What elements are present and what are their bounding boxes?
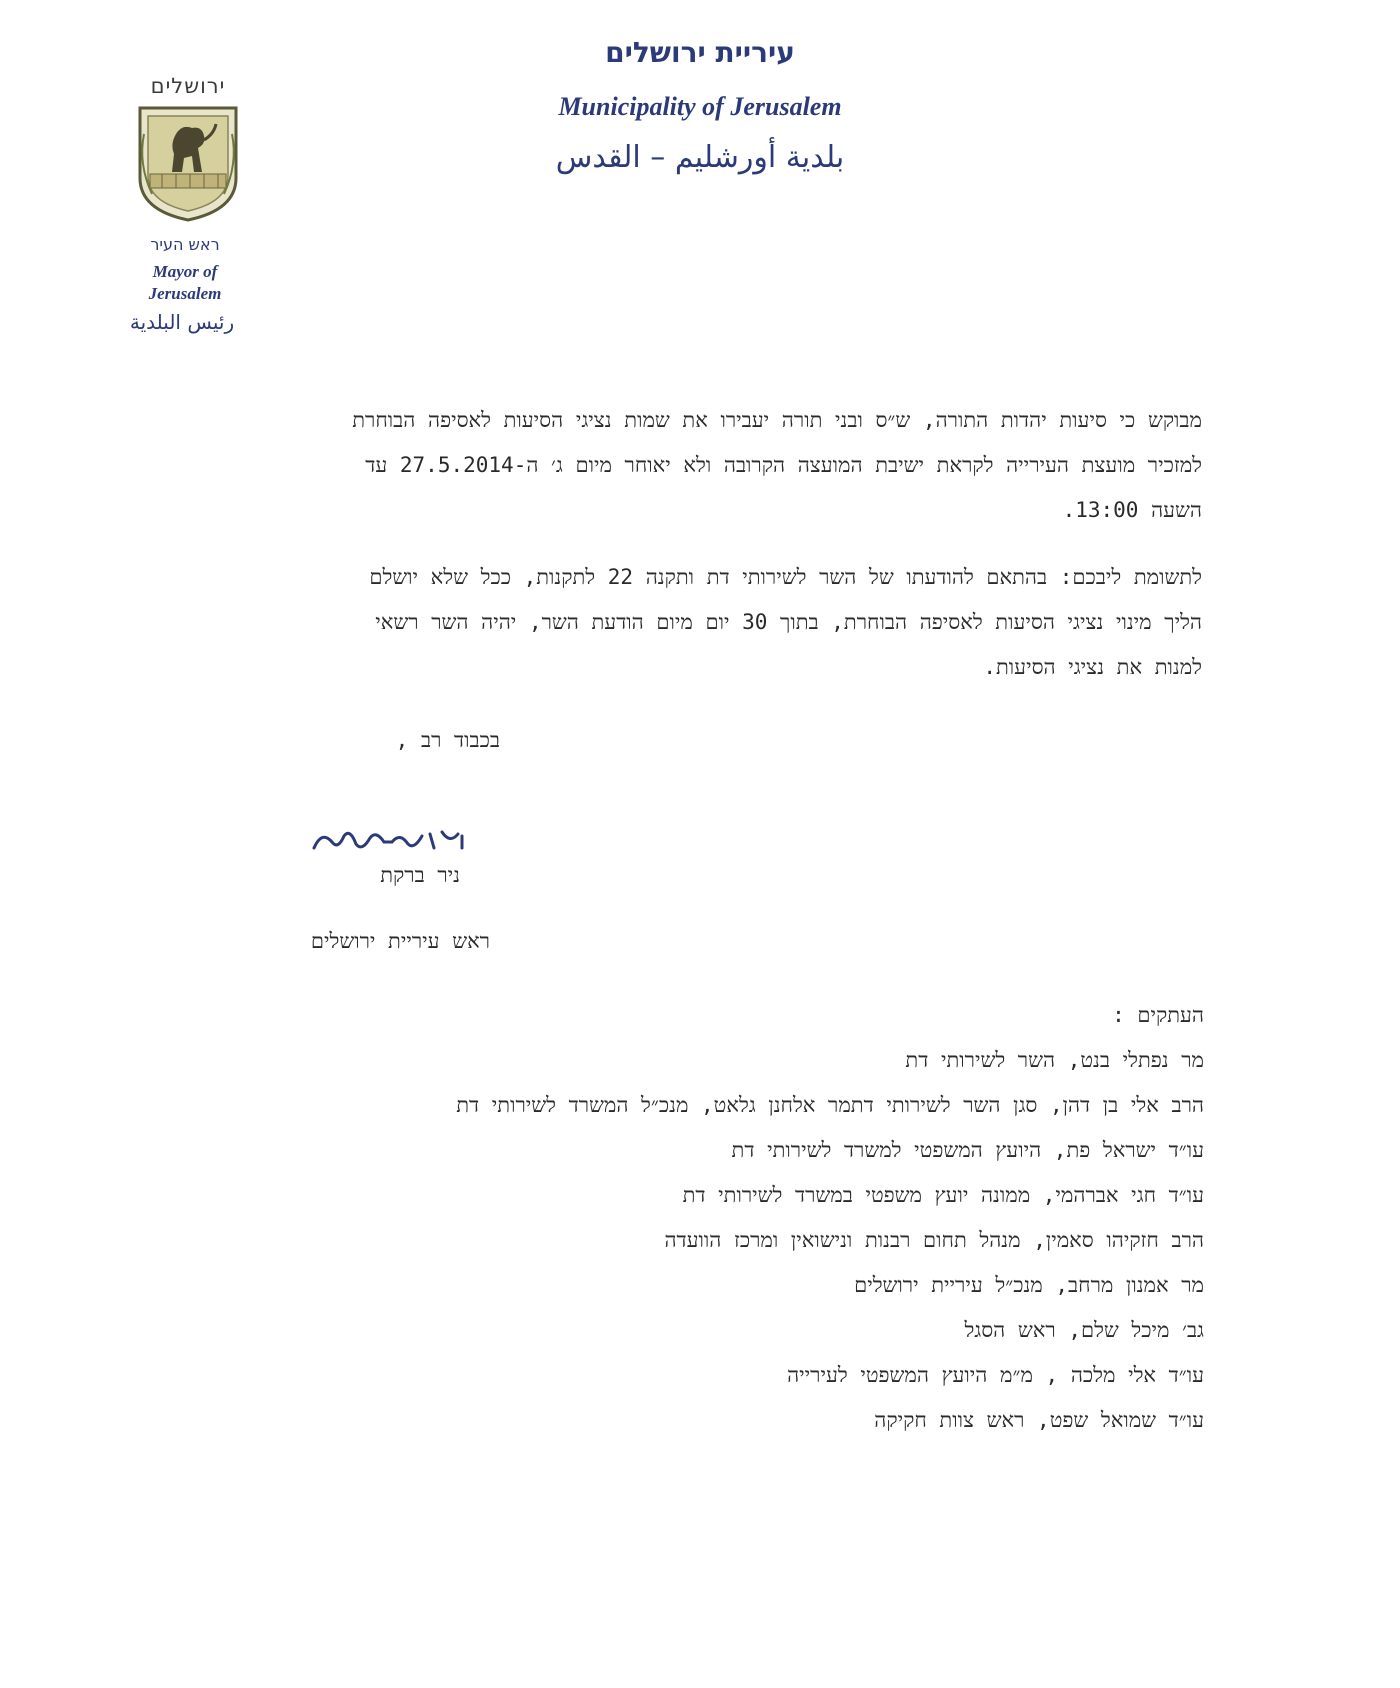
copy-recipient: מר אמנון מרחב, מנכ״ל עיריית ירושלים [854, 1273, 1204, 1297]
paragraph-line: למנות את נציגי הסיעות. [983, 655, 1202, 679]
copies-block [300, 993, 1204, 1443]
paragraph-line: מבוקש כי סיעות יהדות התורה, ש״ס ובני תורה יעבירו את שמות נציגי הסיעות לאסיפה הבוחרת [352, 408, 1202, 432]
closing: בכבוד רב , [395, 728, 500, 752]
letterhead-arabic: بلدية أورشليم – القدس [555, 140, 845, 175]
paragraph-line: למזכיר מועצת העירייה לקראת ישיבת המועצה הקרובה ולא יאוחר מיום ג׳ ה-27.5.2014 עד [365, 453, 1202, 477]
mayor-title-english-line2: Jerusalem [148, 284, 222, 303]
paragraph-line: לתשומת ליבכם: בהתאם להודעתו של השר לשירותי דת ותקנה 22 לתקנות, ככל שלא יושלם [369, 565, 1202, 589]
copy-recipient: עו״ד ישראל פת, היועץ המשפטי למשרד לשירותי דת [731, 1138, 1204, 1162]
paragraph-line: הליך מינוי נציגי הסיעות לאסיפה הבוחרת, בתוך 30 יום מיום הודעת השר, יהיה השר רשאי [375, 610, 1202, 634]
mayor-title-english-line1: Mayor of [152, 262, 218, 281]
copy-recipient: גב׳ מיכל שלם, ראש הסגל [964, 1318, 1204, 1342]
copy-recipient: עו״ד אלי מלכה , מ״מ היועץ המשפטי לעירייה [787, 1363, 1204, 1387]
copy-recipient: הרב אלי בן דהן, סגן השר לשירותי דתמר אלחנן גלאט, מנכ״ל המשרד לשירותי דת [456, 1093, 1204, 1117]
signer-title: ראש עיריית ירושלים [310, 929, 490, 953]
copy-recipient: עו״ד שמואל שפט, ראש צוות חקיקה [874, 1408, 1204, 1432]
paragraph-request [172, 398, 1202, 533]
copy-recipient: עו״ד חגי אברהמי, ממונה יועץ משפטי במשרד לשירותי דת [682, 1183, 1204, 1207]
mayor-title-english [120, 261, 250, 305]
copies-heading: העתקים : [1112, 1003, 1204, 1027]
signer-name: ניר ברקת [380, 863, 460, 887]
copy-recipient: הרב חזקיהו סאמין, מנהל תחום רבנות ונישואין ומרכז הוועדה [664, 1228, 1204, 1252]
emblem-text: ירושלים [150, 74, 226, 98]
letterhead-hebrew: עיריית ירושלים [605, 36, 795, 69]
mayor-title-arabic: رئيس البلدية [129, 310, 235, 334]
paragraph-attention [172, 555, 1202, 690]
handwritten-signature [310, 824, 470, 858]
mayor-title-hebrew: ראש העיר [150, 235, 220, 254]
letterhead-english: Municipality of Jerusalem [558, 92, 842, 121]
paragraph-line: השעה 13:00. [1062, 498, 1202, 522]
copy-recipient: מר נפתלי בנט, השר לשירותי דת [905, 1048, 1204, 1072]
